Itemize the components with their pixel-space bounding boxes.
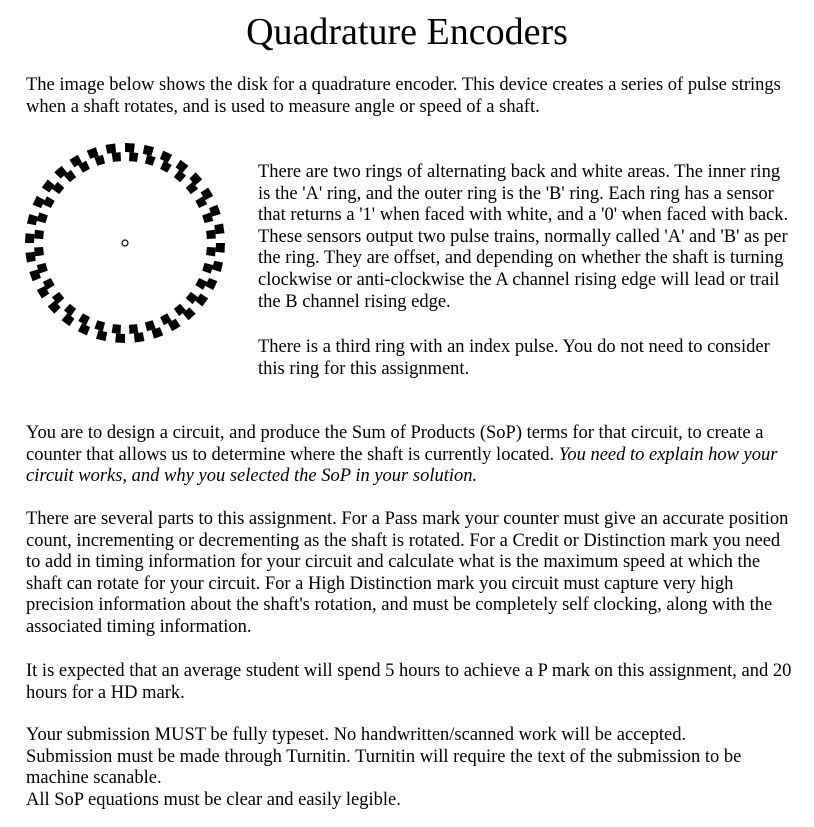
outer-ring-b-icon bbox=[25, 143, 225, 343]
outer-ring-segment bbox=[143, 145, 154, 156]
inner-ring-segment bbox=[129, 152, 138, 162]
outer-ring-segment bbox=[96, 330, 107, 341]
outer-ring-segment bbox=[212, 261, 223, 272]
inner-ring-segment bbox=[64, 304, 76, 316]
inner-ring-segment bbox=[129, 324, 138, 334]
outer-ring-segment bbox=[125, 143, 135, 152]
submission-requirements bbox=[26, 725, 796, 811]
design-text: You are to design a circuit, and produce the Sum of Products (SoP) terms for that circuit, to create a counter that allows us to determine where the shaft is currently located. bbox=[26, 423, 764, 465]
inner-ring-segment bbox=[202, 263, 213, 274]
third-ring-paragraph: There is a third ring with an index pulse. You do not need to consider this ring for this assignment. bbox=[258, 337, 770, 379]
outer-ring-segment bbox=[195, 294, 208, 307]
outer-ring-segment bbox=[78, 323, 90, 335]
inner-ring-segment bbox=[206, 230, 216, 239]
outer-ring-segment bbox=[115, 334, 125, 343]
submission-line-typeset: Your submission MUST be fully typeset. No handwritten/scanned work will be accepted. bbox=[26, 725, 687, 745]
outer-ring-segment bbox=[160, 151, 172, 163]
outer-ring-segment bbox=[216, 243, 225, 253]
outer-ring-segment bbox=[105, 143, 116, 153]
design-paragraph bbox=[26, 423, 796, 488]
outer-ring-segment bbox=[27, 214, 38, 225]
shaft-hole-icon bbox=[122, 240, 128, 246]
inner-ring-segment bbox=[78, 313, 90, 325]
inner-ring-a-icon bbox=[34, 152, 216, 334]
inner-ring-segment bbox=[160, 161, 172, 173]
inner-ring-segment bbox=[206, 247, 216, 256]
intro-paragraph: The image below shows the disk for a quadrature encoder. This device creates a series of pulse strings when a shaft rotates, and is used to measure angle or speed of a shaft. bbox=[26, 75, 781, 117]
outer-ring-segment bbox=[25, 252, 35, 263]
outer-ring-segment bbox=[62, 313, 75, 326]
inner-ring-segment bbox=[145, 155, 156, 166]
inner-ring-segment bbox=[34, 247, 44, 256]
outer-ring-segment bbox=[134, 332, 145, 342]
inner-ring-segment bbox=[112, 152, 121, 162]
inner-ring-segment bbox=[52, 182, 64, 194]
outer-ring-segment bbox=[176, 160, 189, 173]
inner-ring-segment bbox=[37, 212, 48, 223]
rings-paragraph: There are two rings of alternating back and white areas. The inner ring is the 'A' ring, and the outer ring is the 'B' ring. Each ring has a sensor that returns a '1' when faced with white, and a '0' when faced with back. These sensors output two pulse trains, normally called 'A' and 'B' as per the ring. They are offset, and depending on whether the shaft is turning clockwise or anti-clockwise the A channel rising edge will lead or trail the B channel rising edge. bbox=[258, 162, 789, 312]
outer-ring-segment bbox=[33, 196, 45, 208]
design-emphasis: You need to explain how your circuit works, and why you selected the SoP in your solution. bbox=[26, 444, 778, 487]
inner-ring-segment bbox=[43, 196, 55, 208]
outer-ring-segment bbox=[205, 278, 217, 290]
inner-ring-segment bbox=[174, 170, 186, 182]
quadrature-encoder-disk-icon bbox=[25, 143, 225, 343]
page-title: Quadrature Encoders bbox=[246, 11, 568, 53]
submission-line-sop: All SoP equations must be clear and easily legible. bbox=[26, 789, 401, 810]
outer-ring-segment bbox=[214, 223, 224, 234]
inner-ring-segment bbox=[112, 324, 121, 334]
submission-line-turnitin: Submission must be made through Turnitin. Turnitin will require the text of the submission to be machine scanable. bbox=[26, 746, 742, 789]
inner-ring-segment bbox=[94, 320, 105, 331]
inner-ring-segment bbox=[34, 230, 44, 239]
parts-paragraph: There are several parts to this assignment. For a Pass mark your counter must give an accurate position count, incrementing or decrementing as the shaft is rotated. For a Credit or Distinction mark you need to add in timing information for your circuit and calculate what is the maximum speed at which the shaft can rotate for your circuit. For a High Distinction mark you circuit must capture very high precision information about the shaft's rotation, and must be completely self clocking, along with the associated timing information. bbox=[26, 509, 789, 637]
inner-ring-segment bbox=[195, 278, 207, 290]
outer-ring-segment bbox=[42, 180, 55, 193]
inner-ring-segment bbox=[186, 292, 198, 304]
expectation-paragraph: It is expected that an average student will spend 5 hours to achieve a P mark on this assignment, and 20 hours for a HD mark. bbox=[26, 661, 792, 703]
outer-ring-segment bbox=[25, 233, 34, 243]
